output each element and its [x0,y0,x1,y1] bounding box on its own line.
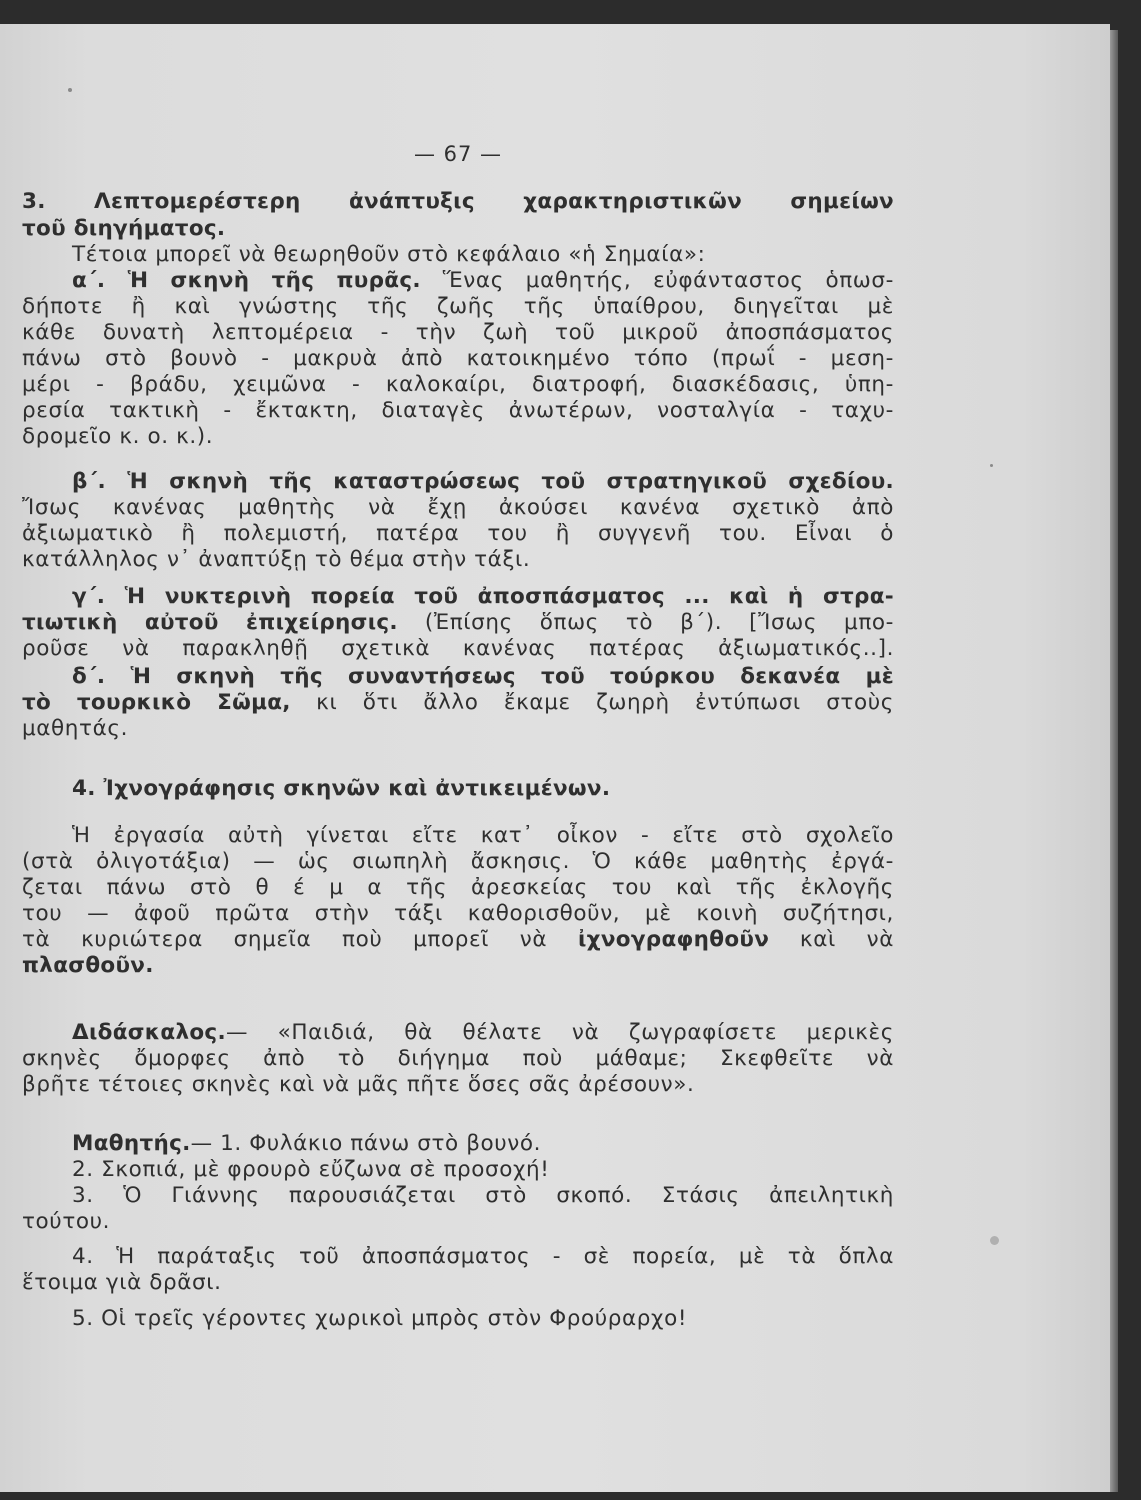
bold-text-run: τὸ τουρκικὸ Σῶμα, [22,690,291,715]
page-number: — 67 — [413,142,503,166]
bold-text-run: Διδάσκαλος. [72,1020,226,1045]
bold-text-run: ἰχνογραφηθοῦν [577,927,770,952]
text-run: τούτου. [22,1209,111,1234]
text-line [72,469,894,495]
bold-text-run: 3. Λεπτομερέστερη ἀνάπτυξις χαρακτηριστικῶν σημείων [22,189,894,214]
text-run: 3. Ὁ Γιάννης παρουσιάζεται στὸ σκοπό. Στάσις ἀπειλητικὴ [72,1183,894,1208]
text-line [22,875,894,901]
text-run: βρῆτε τέτοιες σκηνὲς καὶ νὰ μᾶς πῆτε ὅσες σᾶς ἀρέσουν». [22,1072,695,1097]
text-line [22,1072,894,1098]
text-run: Τέτοια μπορεῖ νὰ θεωρηθοῦν στὸ κεφάλαιο «ἡ Σημαία»: [72,242,706,267]
text-line [72,776,894,802]
bold-text-run: τοῦ διηγήματος. [22,216,226,241]
text-line [72,1183,894,1209]
text-run: καὶ νὰ [769,927,894,952]
text-run: μέρι - βράδυ, χειμῶνα - καλοκαίρι, διατροφή, διασκέδασις, ὑπη- [22,372,894,397]
text-run: 2. Σκοπιά, μὲ φρουρὸ εὔζωνα σὲ προσοχή! [72,1157,550,1182]
text-line [72,1020,894,1046]
text-line [22,610,894,636]
text-run: ρεσία τακτικὴ - ἔκτακτη, διαταγὲς ἀνωτέρων, νοσταλγία - ταχυ- [22,398,894,423]
text-line [22,346,894,372]
text-run: ἕτοιμα γιὰ δρᾶσι. [22,1270,222,1295]
text-line [22,716,894,742]
text-run: — «Παιδιά, θὰ θέλατε νὰ ζωγραφίσετε μερικὲς [225,1020,894,1045]
text-line [22,927,894,953]
text-line [22,216,894,242]
text-line [72,664,894,690]
text-line [72,242,894,268]
text-line [72,268,894,294]
bold-text-run: δ΄. Ἡ σκηνὴ τῆς συναντήσεως τοῦ τούρκου δεκανέα μὲ [72,664,894,689]
text-run: πάνω στὸ βουνὸ - μακρυὰ ἀπὸ κατοικημένο τόπο (πρωΐ - μεση- [22,346,894,371]
text-line [22,372,894,398]
text-run: σκηνὲς ὄμορφες ἀπὸ τὸ διήγημα ποὺ μάθαμε; Σκεφθεῖτε νὰ [22,1046,894,1071]
bold-text-run: πλασθοῦν. [22,953,154,978]
text-run: ροῦσε νὰ παρακληθῇ σχετικὰ κανένας πατέρας ἀξιωματικός..]. [22,636,894,661]
text-run: κάθε δυνατὴ λεπτομέρεια - τὴν ζωὴ τοῦ μικροῦ ἀποσπάσματος [22,320,894,345]
text-run: μαθητάς. [22,716,129,741]
text-run: κατάλληλος ν᾽ ἀναπτύξῃ τὸ θέμα στὴν τάξι. [22,547,531,572]
text-run: 4. Ἡ παράταξις τοῦ ἀποσπάσματος - σὲ πορεία, μὲ τὰ ὅπλα [72,1244,894,1269]
text-line [22,424,894,450]
text-line [22,953,894,979]
text-line [22,636,894,662]
text-line [72,1131,894,1157]
text-line [72,1306,894,1332]
text-run: ἀξιωματικὸ ἢ πολεμιστή, πατέρα του ἢ συγγενῆ του. Εἶναι ὁ [22,521,894,546]
text-line [22,1209,894,1235]
text-line [22,398,894,424]
text-line [22,320,894,346]
text-run: (Ἐπίσης ὅπως τὸ β΄). [Ἴσως μπο- [397,610,894,635]
text-line [72,1157,894,1183]
text-run: Ἡ ἐργασία αὐτὴ γίνεται εἴτε κατ᾽ οἶκον - εἴτε στὸ σχολεῖο [72,823,894,848]
text-line [22,1270,894,1296]
text-line [22,690,894,716]
text-line [22,901,894,927]
text-line [22,521,894,547]
bold-text-run: α΄. Ἡ σκηνὴ τῆς πυρᾶς. [72,268,421,293]
bold-text-run: τιωτικὴ αὐτοῦ ἐπιχείρησις. [22,610,398,635]
page-edge [1110,30,1118,1492]
text-run: 5. Οἱ τρεῖς γέροντες χωρικοὶ μπρὸς στὸν Φρούραρχο! [72,1306,688,1331]
text-run: — 1. Φυλάκιο πάνω στὸ βουνό. [190,1131,542,1156]
text-line [22,294,894,320]
paper-sheet [0,24,1110,1492]
text-line [72,584,894,610]
text-line [22,547,894,573]
text-line [22,1046,894,1072]
bold-text-run: Μαθητής. [72,1131,191,1156]
ink-speck [990,1236,999,1245]
text-run: Ἕνας μαθητής, εὐφάνταστος ὁπωσ- [420,268,894,293]
bold-text-run: 4. Ἰχνογράφησις σκηνῶν καὶ ἀντικειμένων. [72,776,611,801]
text-run: (στὰ ὀλιγοτάξια) — ὡς σιωπηλὴ ἄσκησις. Ὁ κάθε μαθητὴς ἐργά- [22,849,894,874]
text-line [22,849,894,875]
text-line [72,823,894,849]
text-run: κι ὅτι ἄλλο ἔκαμε ζωηρὴ ἐντύπωσι στοὺς [290,690,894,715]
text-run: ζεται πάνω στὸ θ έ μ α τῆς ἀρεσκείας του καὶ τῆς ἐκλογῆς [22,875,894,900]
bold-text-run: β΄. Ἡ σκηνὴ τῆς καταστρώσεως τοῦ στρατηγικοῦ σχεδίου. [72,469,894,494]
bold-text-run: γ΄. Ἡ νυκτερινὴ πορεία τοῦ ἀποσπάσματος ... καὶ ἡ στρα- [72,584,894,609]
text-run: δήποτε ἢ καὶ γνώστης τῆς ζωῆς τῆς ὑπαίθρου, διηγεῖται μὲ [22,294,894,319]
text-line [22,189,894,215]
text-run: δρομεῖο κ. ο. κ.). [22,424,214,449]
text-run: του — ἀφοῦ πρῶτα στὴν τάξι καθορισθοῦν, μὲ κοινὴ συζήτησι, [22,901,894,926]
text-line [22,495,894,521]
text-run: τὰ κυριώτερα σημεῖα ποὺ μπορεῖ νὰ [22,927,578,952]
ink-speck [68,88,72,92]
text-line [72,1244,894,1270]
ink-speck [990,464,993,467]
text-run: Ἴσως κανένας μαθητὴς νὰ ἔχῃ ἀκούσει κανένα σχετικὸ ἀπὸ [22,495,894,520]
